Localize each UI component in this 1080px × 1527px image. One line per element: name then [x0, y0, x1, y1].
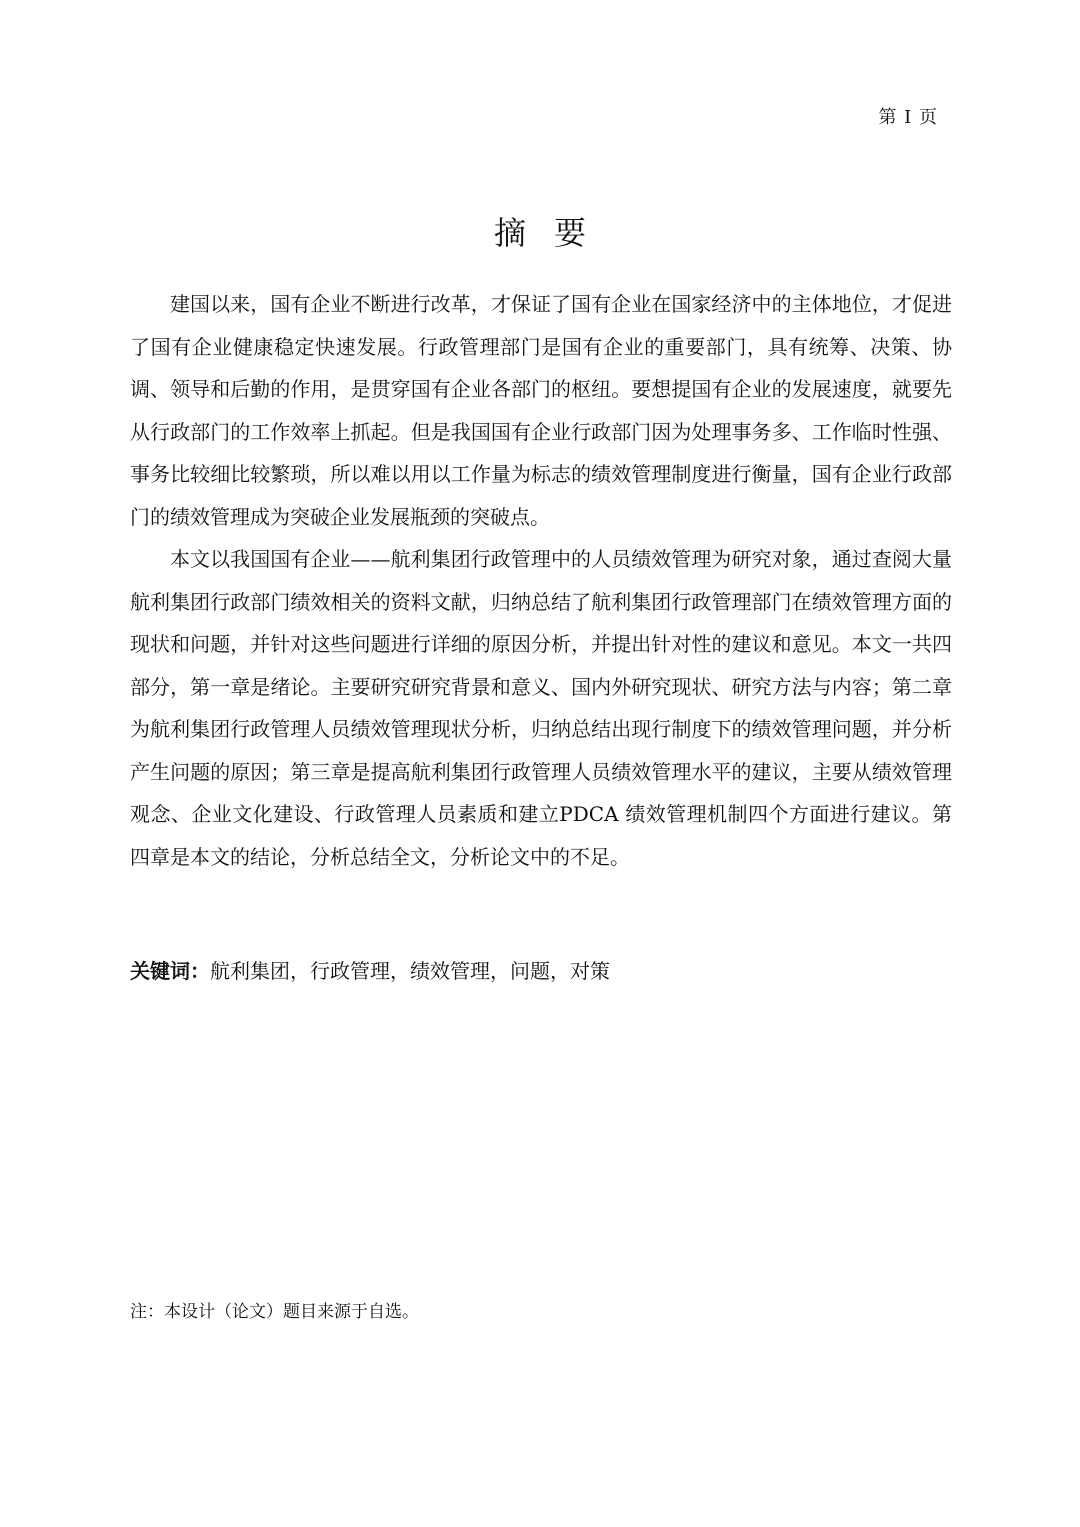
keywords-line — [130, 955, 952, 987]
source-note: 注：本设计（论文）题目来源于自选。 — [130, 1302, 419, 1322]
page-number: 第 I 页 — [878, 107, 938, 128]
abstract-paragraph-1: 建国以来，国有企业不断进行改革，才保证了国有企业在国家经济中的主体地位，才促进了国有企业健康稳定快速发展。行政管理部门是国有企业的重要部门，具有统筹、决策、协调、领导和后勤的作用，是贯穿国有企业各部门的枢纽。要想提国有企业的发展速度，就要先从行政部门的工作效率上抓起。但是我国国有企业行政部门因为处理事务多、工作临时性强、事务比较细比较繁琐，所以难以用以工作量为标志的绩效管理制度进行衡量，国有企业行政部门的绩效管理成为突破企业发展瓶颈的突破点。 — [130, 292, 952, 529]
keywords-value: 航利集团，行政管理，绩效管理，问题，对策 — [210, 959, 610, 983]
abstract-body — [130, 283, 952, 878]
abstract-paragraph-2: 本文以我国国有企业——航利集团行政管理中的人员绩效管理为研究对象，通过查阅大量航利集团行政部门绩效相关的资料文献，归纳总结了航利集团行政管理部门在绩效管理方面的现状和问题，并针对这些问题进行详细的原因分析，并提出针对性的建议和意见。本文一共四部分，第一章是绪论。主要研究研究背景和意义、国内外研究现状、研究方法与内容；第二章为航利集团行政管理人员绩效管理现状分析，归纳总结出现行制度下的绩效管理问题，并分析产生问题的原因；第三章是提高航利集团行政管理人员绩效管理水平的建议，主要从绩效管理观念、企业文化建设、行政管理人员素质和建立PDCA 绩效管理机制四个方面进行建议。第四章是本文的结论，分析总结全文，分析论文中的不足。 — [130, 547, 952, 869]
abstract-title: 摘要 — [493, 214, 614, 252]
keywords-label: 关键词： — [130, 959, 210, 983]
